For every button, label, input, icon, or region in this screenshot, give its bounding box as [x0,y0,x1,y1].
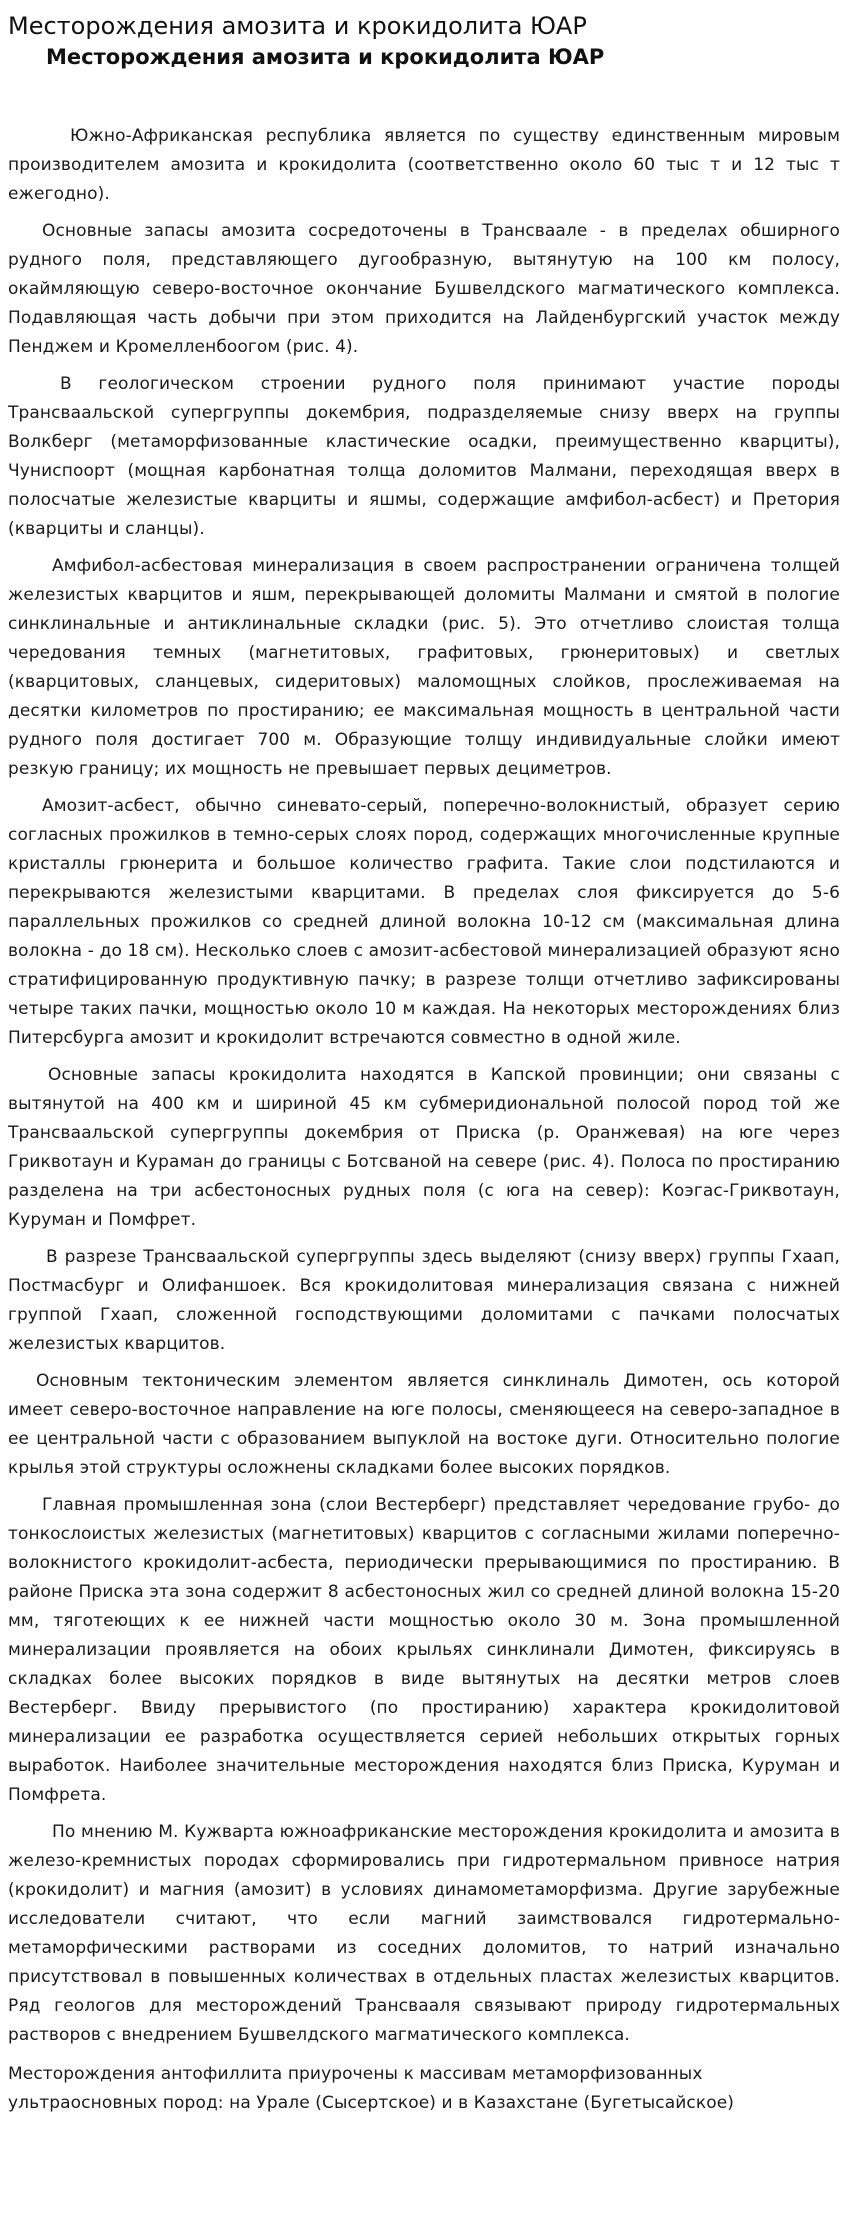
article-heading: Месторождения амозита и крокидолита ЮАР [46,45,605,69]
page-title: Месторождения амозита и крокидолита ЮАР [8,12,587,40]
paragraph-industrial-zone: Главная промышленная зона (слои Вестерберг) представляет чередование грубо- до тонкослоистых железистых (магнетитовых) кварцитов с согласными жилами поперечно-волокнистого крокидолит-асбеста, периодически прерывающимися по простиранию. В районе Приска эта зона содержит 8 асбестоносных жил со средней длиной волокна 15-20 мм, тяготеющих к ее нижней части мощностью около 30 м. Зона промышленной минерализации проявляется на обоих крыльях синклинали Димотен, фиксируясь в складках более высоких порядков в виде вытянутых на десятки метров слоев Вестерберг. Ввиду прерывистого (по простиранию) характера крокидолитовой минерализации ее разработка осуществляется серией небольших открытых горных выработок. Наиболее значительные месторождения находятся близ Приска, Куруман и Помфрета. [8,1495,840,1805]
paragraph-geology: В геологическом строении рудного поля принимают участие породы Трансваальской супергруппы докембрия, подразделяемые снизу вверх на группы Волкберг (метаморфизованные кластические осадки, преимущественно кварциты), Чуниспоорт (мощная карбонатная толща доломитов Малмани, переходящая вверх в полосчатые железистые кварциты и яшмы, содержащие амфибол-асбест) и Претория (кварциты и сланцы). [8,374,840,539]
paragraph-anthophyllite: Месторождения антофиллита приурочены к массивам метаморфизованных ультраосновных пород: на Урале (Сысертское) и в Казахстане (Бугетысайское) [8,2064,735,2113]
paragraph-mineralization: Амфибол-асбестовая минерализация в своем распространении ограничена толщей железистых кварцитов и яшм, перекрывающей доломиты Малмани и смятой в пологие синклинальные и антиклинальные складки (рис. 5). Это отчетливо слоистая толща чередования темных (магнетитовых, графитовых, грюнеритовых) и светлых (кварцитовых, сланцевых, сидеритовых) маломощных слойков, прослеживаемая на десятки километров по простиранию; ее максимальная мощность в центральной части рудного поля достигает 700 м. Образующие толщу индивидуальные слойки имеют резкую границу; их мощность не превышает первых дециметров. [8,556,840,779]
paragraph-amosite-reserves: Основные запасы амозита сосредоточены в Трансваале - в пределах обширного рудного поля, представляющего дугообразную, вытянутую на 100 км полосу, окаймляющую северо-восточное окончание Бушвелдского магматического комплекса. Подавляющая часть добычи при этом приходится на Лайденбургский участок между Пенджем и Кромелленбоогом (рис. 4). [8,221,840,357]
paragraph-genesis: По мнению М. Кужварта южноафриканские месторождения крокидолита и амозита в железо-кремнистых породах сформировались при гидротермальном привносе натрия (крокидолит) и магния (амозит) в условиях динамометаморфизма. Другие зарубежные исследователи считают, что если магний заимствовался гидротермально-метаморфическими растворами из соседних доломитов, то натрий изначально присутствовал в повышенных количествах в отдельных пластах железистых кварцитов. Ряд геологов для месторождений Трансвааля связывают природу гидротермальных растворов с внедрением Бушвелдского магматического комплекса. [8,1822,840,2045]
article-body [8,122,840,2118]
document-page [8,0,840,2126]
paragraph-intro: Южно-Африканская республика является по существу единственным мировым производителем амозита и крокидолита (соответственно около 60 тыс т и 12 тыс т ежегодно). [8,126,840,204]
paragraph-amosite-asbestos: Амозит-асбест, обычно синевато-серый, поперечно-волокнистый, образует серию согласных прожилков в темно-серых слоях пород, содержащих многочисленные крупные кристаллы грюнерита и большое количество графита. Такие слои подстилаются и перекрываются железистыми кварцитами. В пределах слоя фиксируется до 5-6 параллельных прожилков со средней длиной волокна 10-12 см (максимальная длина волокна - до 18 см). Несколько слоев с амозит-асбестовой минерализацией образуют ясно стратифицированную продуктивную пачку; в разрезе толщи отчетливо зафиксированы четыре таких пачки, мощностью около 10 м каждая. На некоторых месторождениях близ Питерсбурга амозит и крокидолит встречаются совместно в одной жиле. [8,796,840,1048]
paragraph-section: В разрезе Трансваальской супергруппы здесь выделяют (снизу вверх) группы Гхаап, Постмасбург и Олифаншоек. Вся крокидолитовая минерализация связана с нижней группой Гхаап, сложенной господствующими доломитами с пачками полосчатых железистых кварцитов. [8,1247,840,1354]
paragraph-crocidolite-reserves: Основные запасы крокидолита находятся в Капской провинции; они связаны с вытянутой на 400 км и шириной 45 км субмеридиональной полосой пород той же Трансваальской супергруппы докембрия от Приска (р. Оранжевая) на юге через Гриквотаун и Кураман до границы с Ботсваной на севере (рис. 4). Полоса по простиранию разделена на три асбестоносных рудных поля (с юга на север): Коэгас-Гриквотаун, Куруман и Помфрет. [8,1065,840,1230]
paragraph-tectonics: Основным тектоническим элементом является синклиналь Димотен, ось которой имеет северо-восточное направление на юге полосы, сменяющееся на северо-западное в ее центральной части с образованием выпуклой на востоке дуги. Относительно пологие крылья этой структуры осложнены складками более высоких порядков. [8,1371,840,1478]
